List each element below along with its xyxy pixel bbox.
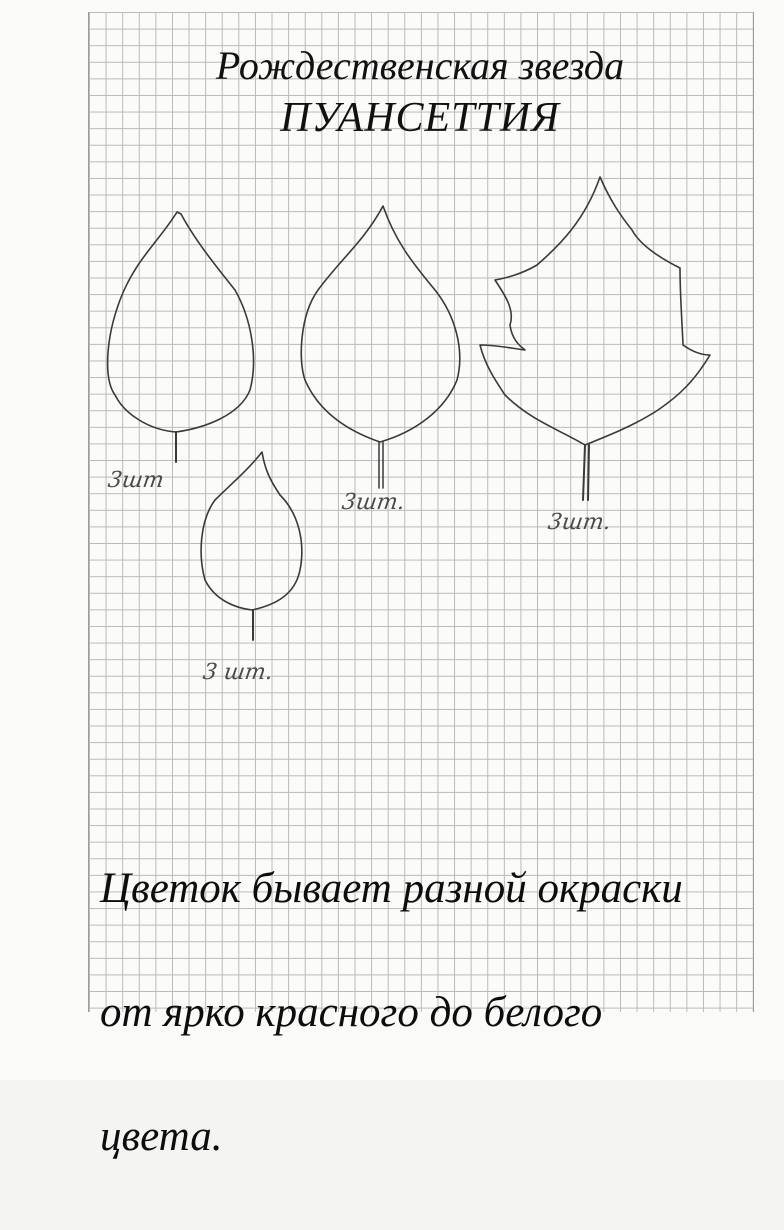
count-label-leaf-4: 3 шт. — [201, 660, 275, 685]
note-line-2: от ярко красного до белого — [100, 989, 603, 1036]
leaf-template-1 — [108, 212, 254, 462]
color-note — [100, 796, 760, 1230]
leaf-template-4 — [201, 452, 302, 640]
note-line-1: Цветок бывает разной окраски — [100, 865, 683, 912]
page-subtitle: ПУАНСЕТТИЯ — [280, 95, 560, 141]
count-label-leaf-1: 3шт — [106, 468, 166, 493]
page-title: Рождественская звезда — [215, 43, 625, 88]
count-label-leaf-3: 3шт. — [546, 510, 613, 535]
count-label-leaf-2: 3шт. — [340, 490, 407, 515]
leaf-template-3 — [480, 177, 710, 500]
leaf-template-2 — [301, 206, 460, 488]
note-line-3: цвета. — [100, 1113, 223, 1160]
